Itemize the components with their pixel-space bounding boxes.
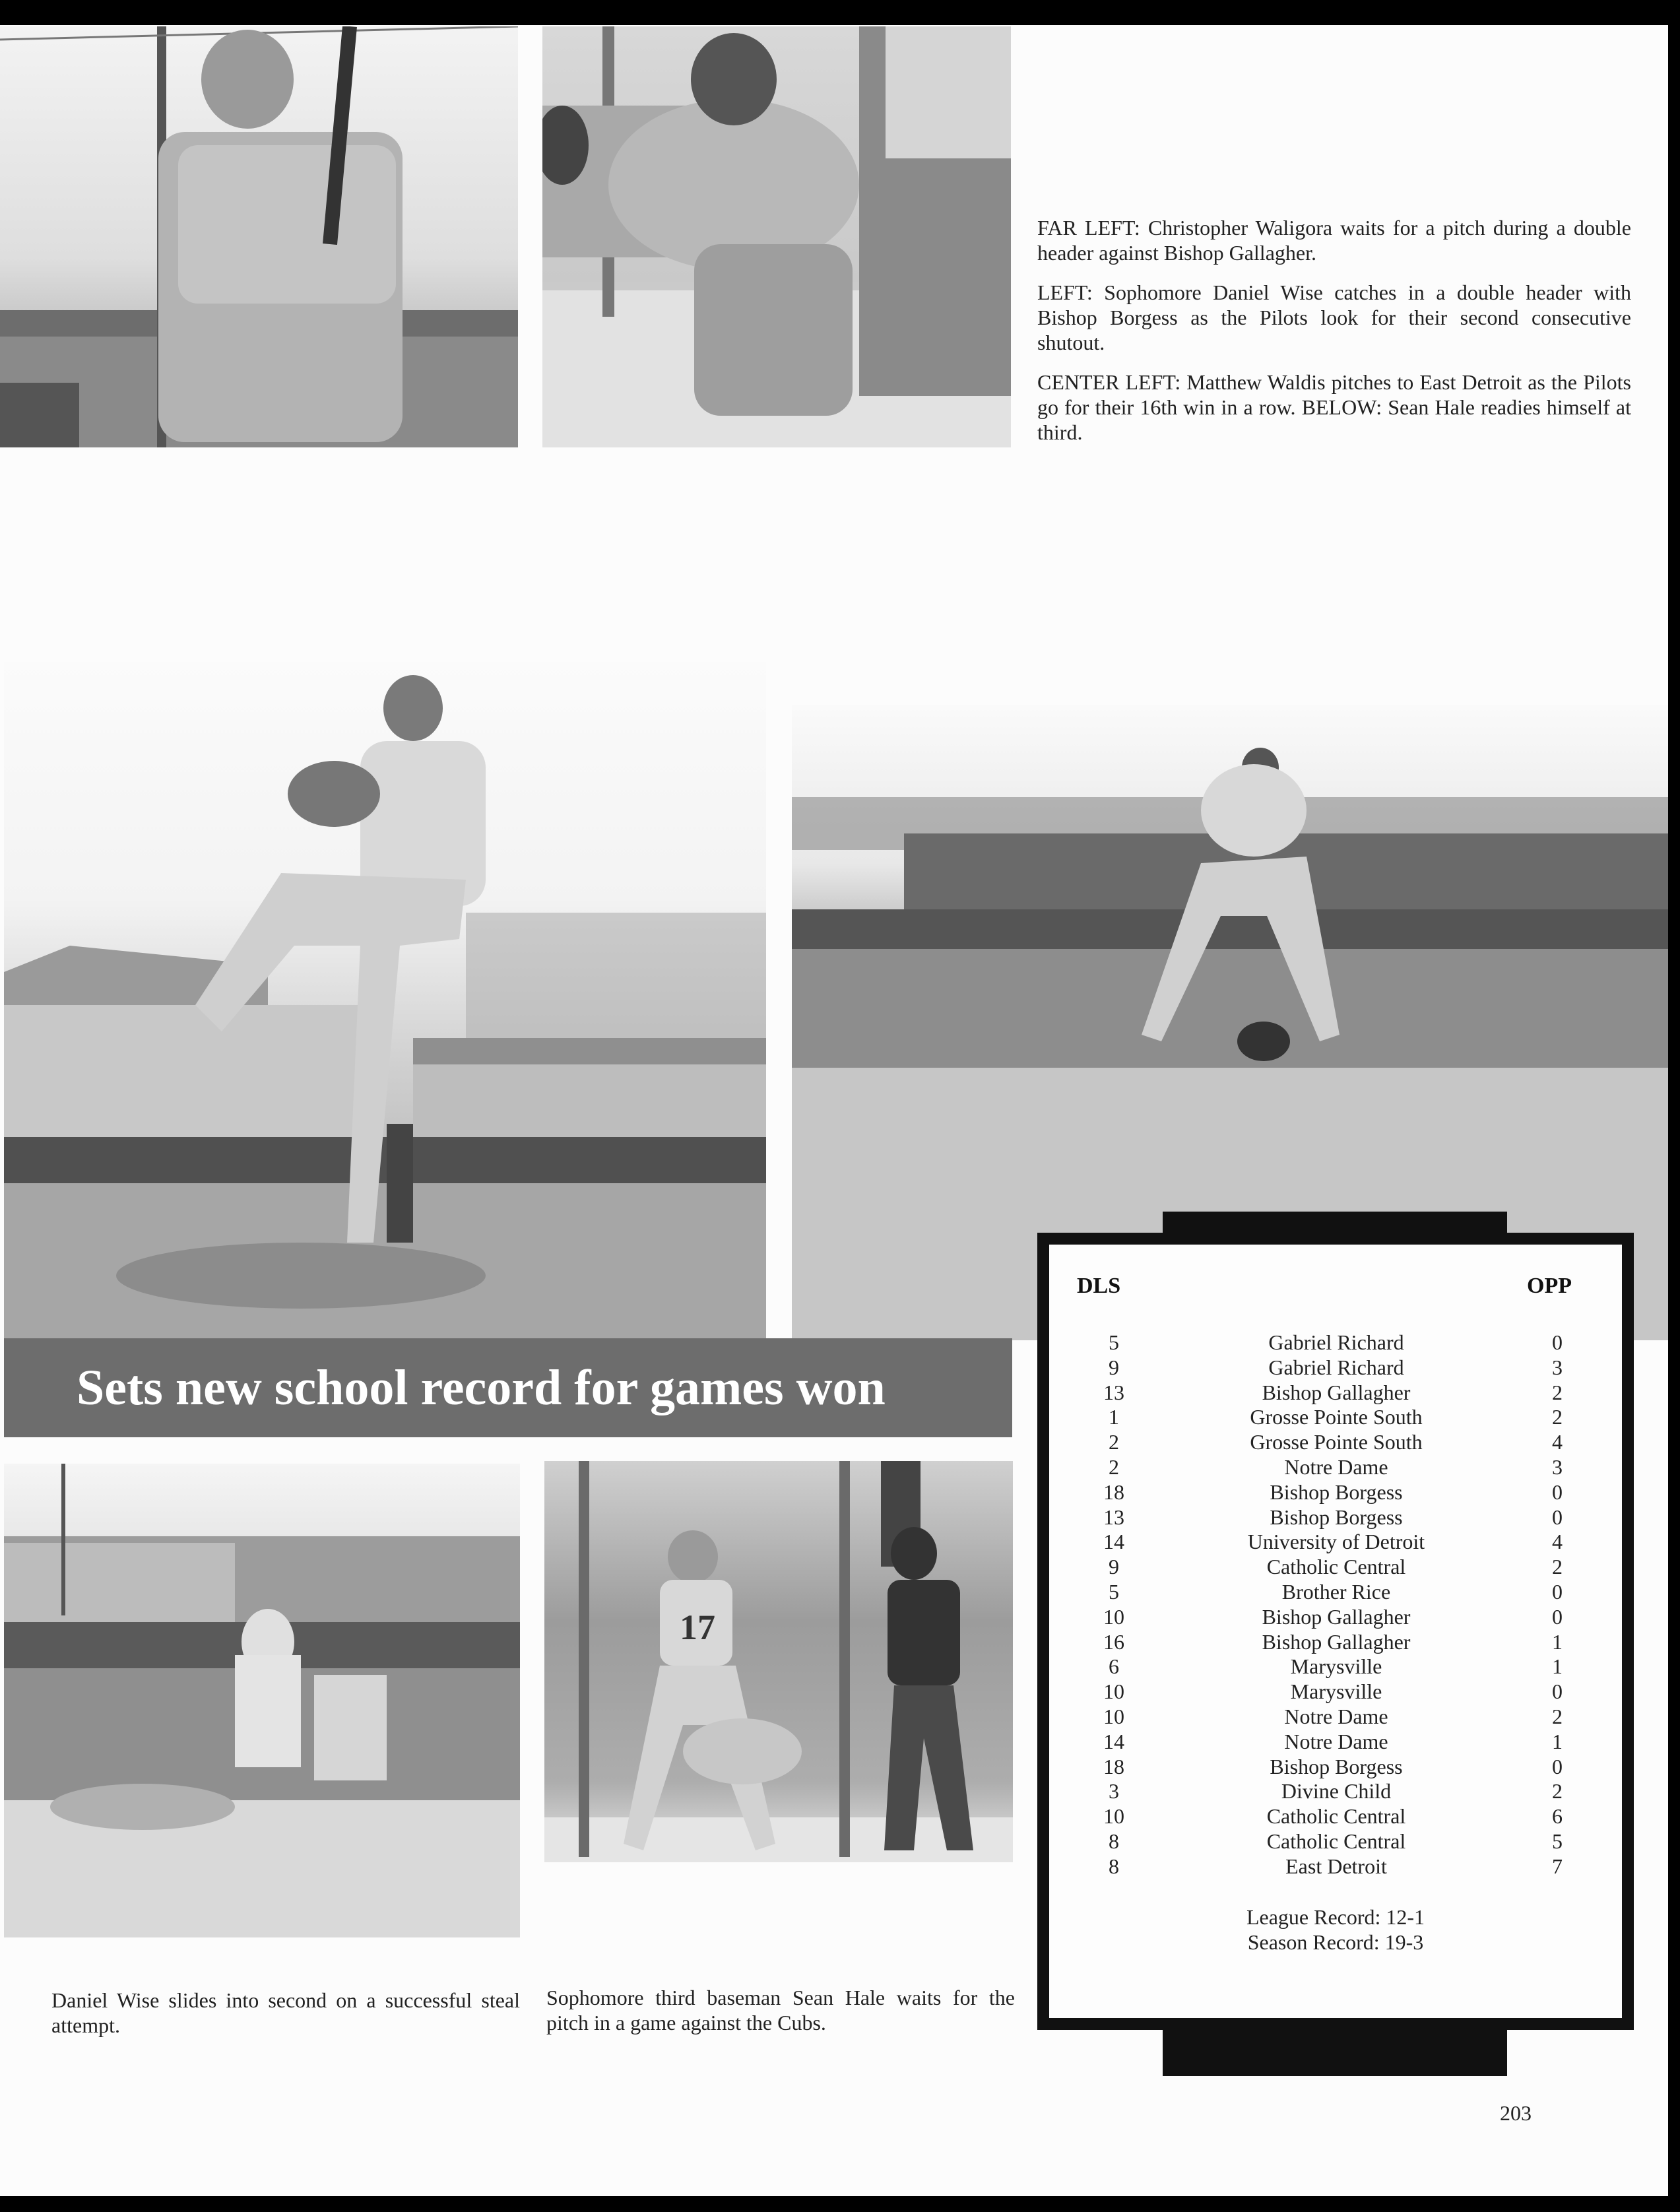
caption-slide-second: Daniel Wise slides into second on a successful steal attempt. (51, 1988, 520, 2037)
dls-score: 10 (1103, 1804, 1124, 1829)
season-results-table (1037, 1212, 1634, 2076)
opp-score: 0 (1552, 1579, 1563, 1604)
game-row (1049, 1730, 1622, 1755)
game-row (1049, 1355, 1622, 1381)
game-row (1049, 1854, 1622, 1879)
records (1049, 1904, 1622, 1955)
opponent-name: Catholic Central (1266, 1804, 1406, 1829)
game-row (1049, 1330, 1622, 1355)
table-inner (1049, 1245, 1622, 2018)
photo-catcher (542, 26, 1011, 447)
dls-score: 8 (1109, 1829, 1119, 1853)
opponent-name: University of Detroit (1247, 1530, 1425, 1554)
dls-score: 18 (1103, 1480, 1124, 1504)
opp-score: 0 (1552, 1754, 1563, 1778)
dls-score: 13 (1103, 1505, 1124, 1529)
opp-score: 2 (1552, 1704, 1563, 1728)
game-row (1049, 1530, 1622, 1555)
header-opp: OPP (1527, 1274, 1572, 1298)
photo-batter-waiting (0, 26, 518, 447)
dls-score: 14 (1103, 1729, 1124, 1753)
opponent-name: Bishop Gallagher (1262, 1604, 1411, 1629)
photo-third-baseman-cubs (544, 1461, 1013, 1862)
opponent-name: Notre Dame (1284, 1729, 1388, 1753)
opponent-name: Marysville (1290, 1679, 1382, 1704)
header-dls: DLS (1077, 1274, 1121, 1298)
opp-score: 2 (1552, 1380, 1563, 1404)
game-row (1049, 1755, 1622, 1780)
jersey-number: 17 (680, 1608, 715, 1647)
opp-score: 4 (1552, 1430, 1563, 1454)
dls-score: 10 (1103, 1604, 1124, 1629)
dls-score: 13 (1103, 1380, 1124, 1404)
photo-pitcher (4, 662, 766, 1340)
game-row (1049, 1705, 1622, 1730)
opp-score: 1 (1552, 1629, 1563, 1654)
opponent-name: Divine Child (1281, 1779, 1392, 1804)
dls-score: 5 (1109, 1330, 1119, 1354)
league-record: League Record: 12-1 (1246, 1905, 1425, 1929)
opp-score: 1 (1552, 1729, 1563, 1753)
opponent-name: Bishop Borgess (1270, 1480, 1403, 1504)
opponent-name: Gabriel Richard (1268, 1330, 1404, 1354)
opp-score: 0 (1552, 1480, 1563, 1504)
caption-center-left: CENTER LEFT: Matthew Waldis pitches to East Detroit as the Pilots go for their 16th win in a row. BELOW: Sean Hale readies himself at third. (1037, 370, 1631, 444)
game-row (1049, 1405, 1622, 1430)
opponent-name: Bishop Borgess (1270, 1505, 1403, 1529)
opponent-name: East Detroit (1285, 1854, 1387, 1878)
opponent-name: Grosse Pointe South (1250, 1405, 1423, 1429)
opponent-name: Grosse Pointe South (1250, 1430, 1423, 1454)
game-row (1049, 1505, 1622, 1530)
opponent-name: Bishop Gallagher (1262, 1629, 1411, 1654)
dls-score: 6 (1109, 1654, 1119, 1679)
season-record: Season Record: 19-3 (1247, 1930, 1424, 1954)
opponent-name: Notre Dame (1284, 1454, 1388, 1479)
game-row (1049, 1679, 1622, 1705)
opp-score: 2 (1552, 1779, 1563, 1804)
dls-score: 10 (1103, 1679, 1124, 1704)
opp-score: 0 (1552, 1505, 1563, 1529)
game-row (1049, 1455, 1622, 1480)
section-banner: Sets new school record for games won (4, 1338, 1012, 1437)
opponent-name: Catholic Central (1266, 1555, 1406, 1579)
page-number: 203 (1500, 2101, 1532, 2125)
opp-score: 0 (1552, 1330, 1563, 1354)
dls-score: 5 (1109, 1579, 1119, 1604)
opponent-name: Brother Rice (1281, 1579, 1391, 1604)
photo-slide-second (4, 1464, 520, 1937)
opp-score: 0 (1552, 1604, 1563, 1629)
opp-score: 3 (1552, 1454, 1563, 1479)
game-rows (1049, 1330, 1622, 1879)
dls-score: 3 (1109, 1779, 1119, 1804)
opponent-name: Gabriel Richard (1268, 1355, 1404, 1379)
table-frame (1037, 1233, 1634, 2030)
opponent-name: Bishop Gallagher (1262, 1380, 1411, 1404)
game-row (1049, 1555, 1622, 1580)
opp-score: 2 (1552, 1555, 1563, 1579)
opp-score: 7 (1552, 1854, 1563, 1878)
dls-score: 8 (1109, 1854, 1119, 1878)
caption-third-baseman-cubs: Sophomore third baseman Sean Hale waits for the pitch in a game against the Cubs. (546, 1986, 1015, 2034)
opp-score: 3 (1552, 1355, 1563, 1379)
caption-left: LEFT: Sophomore Daniel Wise catches in a double header with Bishop Borgess as the Pilots look for their second consecutive shutout. (1037, 280, 1631, 354)
game-row (1049, 1804, 1622, 1829)
dls-score: 14 (1103, 1530, 1124, 1554)
dls-score: 9 (1109, 1555, 1119, 1579)
game-row (1049, 1430, 1622, 1455)
top-captions (1037, 215, 1631, 459)
caption-far-left: FAR LEFT: Christopher Waligora waits for a pitch during a double header against Bishop Gallagher. (1037, 216, 1631, 265)
game-row (1049, 1779, 1622, 1804)
game-row (1049, 1605, 1622, 1630)
game-row (1049, 1381, 1622, 1406)
opp-score: 5 (1552, 1829, 1563, 1853)
game-row (1049, 1630, 1622, 1655)
game-row (1049, 1580, 1622, 1605)
dls-score: 2 (1109, 1454, 1119, 1479)
opponent-name: Catholic Central (1266, 1829, 1406, 1853)
game-row (1049, 1480, 1622, 1505)
yearbook-page (0, 25, 1668, 2196)
opponent-name: Notre Dame (1284, 1704, 1388, 1728)
opponent-name: Bishop Borgess (1270, 1754, 1403, 1778)
opp-score: 4 (1552, 1530, 1563, 1554)
opp-score: 0 (1552, 1679, 1563, 1704)
opponent-name: Marysville (1290, 1654, 1382, 1679)
game-row (1049, 1829, 1622, 1854)
dls-score: 9 (1109, 1355, 1119, 1379)
opp-score: 2 (1552, 1405, 1563, 1429)
opp-score: 6 (1552, 1804, 1563, 1829)
dls-score: 10 (1103, 1704, 1124, 1728)
game-row (1049, 1654, 1622, 1679)
opp-score: 1 (1552, 1654, 1563, 1679)
dls-score: 18 (1103, 1754, 1124, 1778)
dls-score: 16 (1103, 1629, 1124, 1654)
dls-score: 1 (1109, 1405, 1119, 1429)
dls-score: 2 (1109, 1430, 1119, 1454)
